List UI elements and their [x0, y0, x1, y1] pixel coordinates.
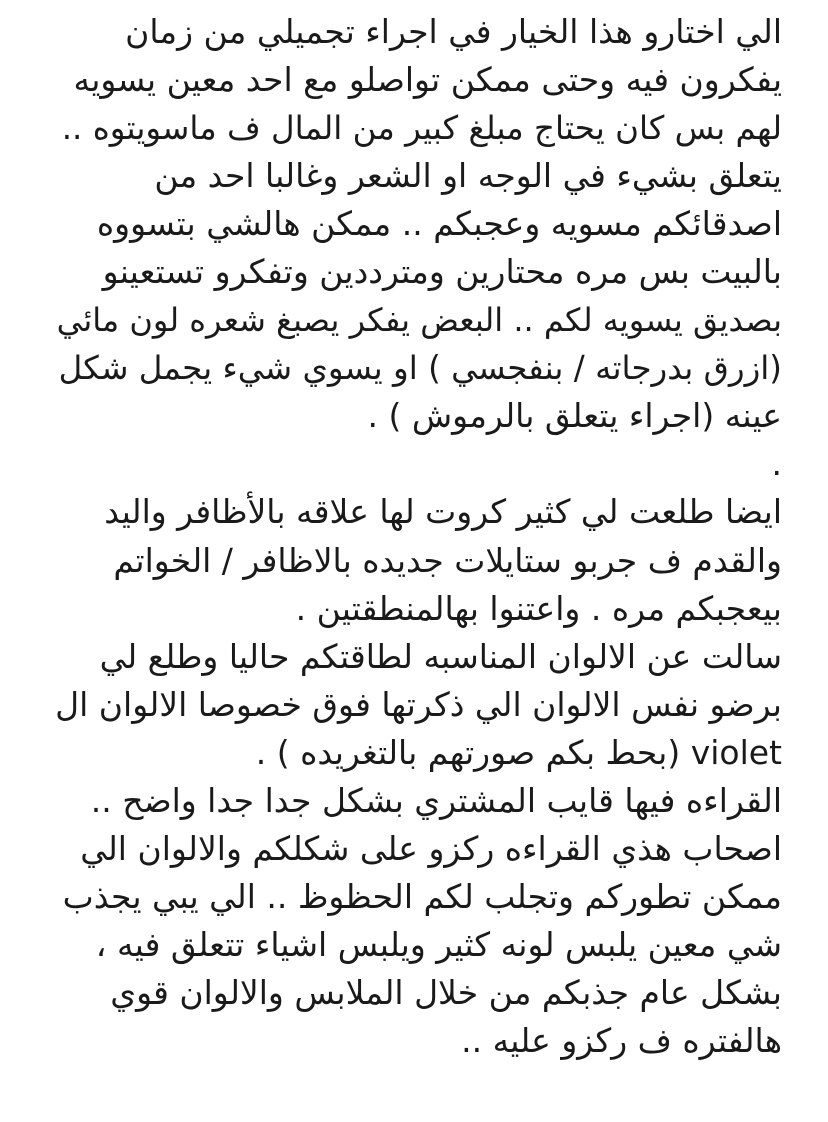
text-line: بالبيت بس مره محتارين ومترددين وتفكرو تستعينو — [102, 252, 782, 292]
text-line: يفكرون فيه وحتى ممكن تواصلو مع احد معين يسويه — [73, 60, 782, 100]
text-line: بصديق يسويه لكم .. البعض يفكر يصبغ شعره لون مائي — [56, 301, 782, 340]
text-line: بشكل عام جذبكم من خلال الملابس والالوان قوي — [110, 972, 782, 1012]
text-line: violet (بحط بكم صورتهم بالتغريده ) . — [255, 732, 782, 772]
text-line: سالت عن الالوان المناسبه لطاقتكم حاليا وطلع لي — [99, 636, 782, 676]
text-line: ايضا طلعت لي كثير كروت لها علاقه بالأظافر واليد — [104, 492, 782, 532]
text-line: عينه (اجراء يتعلق بالرموش ) . — [367, 396, 782, 436]
text-line: . — [771, 444, 782, 484]
text-line: القراءه فيها قايب المشتري بشكل جدا جدا واضح .. — [90, 780, 782, 820]
text-line: هالفتره ف ركزو عليه .. — [461, 1020, 782, 1060]
text-line: ممكن تطوركم وتجلب لكم الحظوظ .. الي يبي يجذب — [62, 876, 782, 916]
text-line: برضو نفس الالوان الي ذكرتها فوق خصوصا الالوان ال — [55, 684, 782, 724]
text-line: اصدقائكم مسويه وعجبكم .. ممكن هالشي بتسووه — [96, 204, 782, 244]
text-line: (ازرق بدرجاته / بنفجسي ) او يسوي شيء يجمل شكل — [58, 349, 782, 388]
text-line: الي اختارو هذا الخيار في اجراء تجميلي من زمان — [125, 12, 782, 51]
text-line: والقدم ف جربو ستايلات جديده بالاظافر / الخواتم — [113, 540, 782, 580]
text-line: لهم بس كان يحتاج مبلغ كبير من المال ف ماسويتوه .. — [61, 109, 782, 148]
text-line: يتعلق بشيء في الوجه او الشعر وغالبا احد من — [154, 156, 782, 196]
text-line: بيعجبكم مره . واعتنوا بهالمنطقتين . — [295, 588, 782, 628]
text-line: اصحاب هذي القراءه ركزو على شكلكم والالوان الي — [80, 828, 782, 868]
text-line: شي معين يلبس لونه كثير ويلبس اشياء تتعلق فيه ، — [95, 924, 782, 964]
text-document — [52, 8, 782, 1114]
